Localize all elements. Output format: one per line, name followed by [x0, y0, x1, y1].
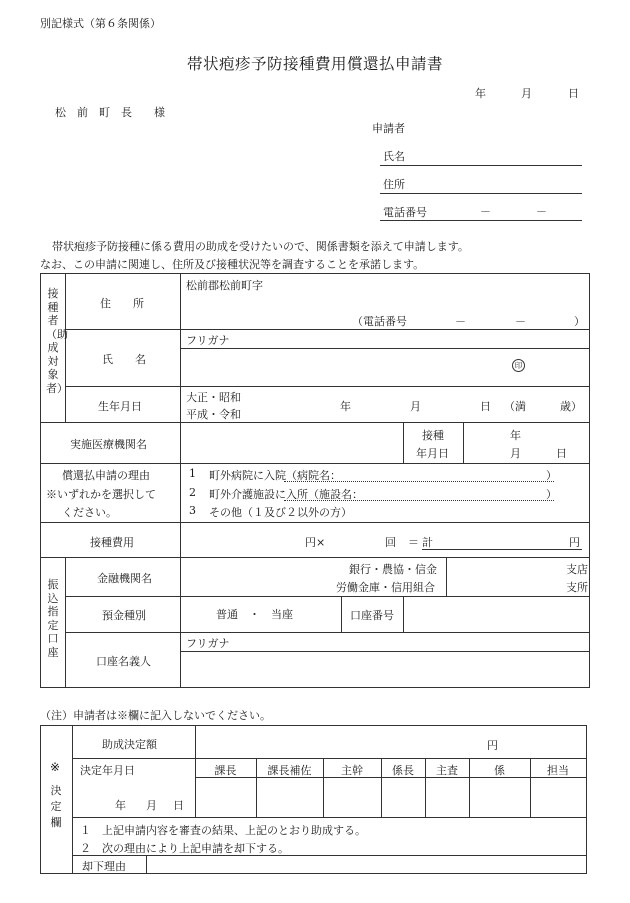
birth-day: 日 — [480, 400, 491, 413]
role-header: 主幹 — [341, 764, 363, 777]
role-header: 主査 — [436, 764, 458, 777]
reason-note-2: ください。 — [62, 506, 117, 519]
era-option-2[interactable]: 平成・令和 — [186, 408, 241, 421]
fee-total-field[interactable] — [422, 549, 582, 550]
reason-label: 償還払申請の理由 — [62, 469, 150, 482]
reason-3-text[interactable]: その他（１及び２以外の方） — [209, 506, 352, 519]
decision-date-year: 年 — [115, 799, 126, 812]
reason-1-number: 1 — [189, 467, 196, 480]
applicant-phone-label: 電話番号 — [383, 206, 427, 219]
seal-mark: 印 — [512, 359, 525, 372]
form-reference: 別記様式（第６条関係） — [40, 17, 161, 30]
deposit-options[interactable]: 普通 ・ 当座 — [216, 608, 293, 621]
account-number-label: 口座番号 — [350, 609, 394, 622]
role-header: 担当 — [547, 764, 569, 777]
address-field[interactable] — [182, 290, 586, 308]
account-group-label: 振込指定口座 — [47, 578, 59, 659]
deposit-label: 預金種別 — [102, 609, 146, 622]
age-close: 歳） — [560, 400, 582, 413]
address-prefill: 松前郡松前町字 — [186, 279, 263, 292]
fee-total-label: 計 — [422, 536, 433, 549]
applicant-address-label: 住所 — [383, 178, 405, 191]
branch-label-2: 支所 — [566, 581, 588, 594]
applicant-phone-dash-1: － — [480, 205, 491, 218]
reason-2-facility-field[interactable] — [284, 500, 554, 501]
applicant-name-label: 氏名 — [383, 150, 405, 163]
branch-label-1: 支店 — [566, 563, 588, 576]
holder-furigana-label: フリガナ — [186, 637, 230, 650]
applicant-phone-dash-2: － — [536, 205, 547, 218]
bank-label: 金融機関名 — [97, 572, 152, 585]
age-open: （満 — [504, 400, 526, 413]
address-label: 住 所 — [100, 297, 144, 310]
role-header: 係長 — [392, 764, 414, 777]
addressee: 松 前 町 長 様 — [55, 106, 165, 119]
birth-month: 月 — [410, 400, 421, 413]
fee-equals: ＝ — [408, 536, 419, 549]
intro-line-1: 帯状疱疹予防接種に係る費用の助成を受けたいので、関係書類を添えて申請します。 — [52, 240, 469, 253]
address-phone-open: （電話番号 — [352, 315, 407, 328]
vacc-day: 日 — [556, 447, 567, 460]
bank-name-field[interactable] — [182, 559, 332, 594]
office-group-label: 決定欄 — [50, 784, 62, 829]
name-furigana-label: フリガナ — [186, 334, 230, 347]
bank-types-2: 労働金庫・信用組合 — [336, 581, 435, 594]
reason-1-text[interactable]: 町外病院に入院（病院名： — [209, 469, 341, 482]
reason-3-number: 3 — [189, 504, 196, 517]
decision-date-month: 月 — [146, 799, 157, 812]
holder-label: 口座名義人 — [96, 655, 151, 668]
office-note: （注）申請者は※欄に記入しないでください。 — [40, 709, 271, 722]
fee-yen: 円 — [569, 536, 580, 549]
role-header: 係 — [494, 764, 505, 777]
vacc-date-label-1: 接種 — [422, 429, 444, 442]
era-option-1[interactable]: 大正・昭和 — [186, 391, 241, 404]
holder-name-field[interactable] — [182, 653, 586, 685]
date-day: 日 — [568, 87, 579, 100]
reason-note-1: ※いずれかを選択して — [46, 488, 156, 501]
name-field[interactable] — [182, 350, 586, 384]
reason-1-close: ） — [546, 469, 557, 482]
decision-date-day: 日 — [173, 799, 184, 812]
vacc-date-label-2: 年月日 — [416, 447, 449, 460]
bank-types-1: 銀行・農協・信金 — [349, 563, 437, 576]
fee-label: 接種費用 — [90, 536, 134, 549]
office-mark: ※ — [50, 760, 61, 774]
reason-2-close: ） — [546, 488, 557, 501]
address-phone-close: ） — [574, 315, 585, 328]
page-title: 帯状疱疹予防接種費用償還払申請書 — [186, 55, 443, 73]
result-approve: １ 上記申請内容を審査の結果、上記のとおり助成する。 — [80, 824, 366, 837]
date-month: 月 — [521, 87, 532, 100]
role-header: 課長 — [214, 764, 237, 777]
reject-reason-label: 却下理由 — [82, 860, 126, 873]
clinic-field[interactable] — [182, 424, 400, 461]
reason-2-number: 2 — [189, 486, 196, 499]
decision-date-label: 決定年月日 — [80, 764, 135, 777]
clinic-label: 実施医療機関名 — [70, 438, 147, 451]
reason-1-hospital-field[interactable] — [284, 481, 554, 482]
address-phone-dash-2: － — [515, 315, 526, 328]
address-phone-dash-1: － — [455, 315, 466, 328]
decision-amount-yen: 円 — [487, 739, 498, 752]
fee-times: 回 — [385, 536, 396, 549]
applicant-label: 申請者 — [372, 122, 405, 135]
role-header: 課長補佐 — [267, 764, 312, 777]
name-label: 氏 名 — [102, 353, 146, 366]
birth-year: 年 — [340, 400, 351, 413]
account-number-field[interactable] — [405, 598, 587, 630]
fee-yen-times: 円× — [305, 536, 326, 549]
birth-label: 生年月日 — [98, 400, 142, 413]
intro-line-2: なお、この申請に関連し、住所及び接種状況等を調査することを承諾します。 — [40, 258, 425, 271]
result-reject: ２ 次の理由により上記申請を却下する。 — [80, 842, 289, 855]
vacc-month: 月 — [510, 447, 521, 460]
decision-amount-label: 助成決定額 — [102, 738, 157, 751]
reason-2-text[interactable]: 町外介護施設に入所（施設名： — [209, 488, 363, 501]
recipient-group-label: 接種者（助成対象者） — [46, 287, 68, 395]
date-year: 年 — [475, 87, 486, 100]
vacc-year: 年 — [510, 429, 521, 442]
